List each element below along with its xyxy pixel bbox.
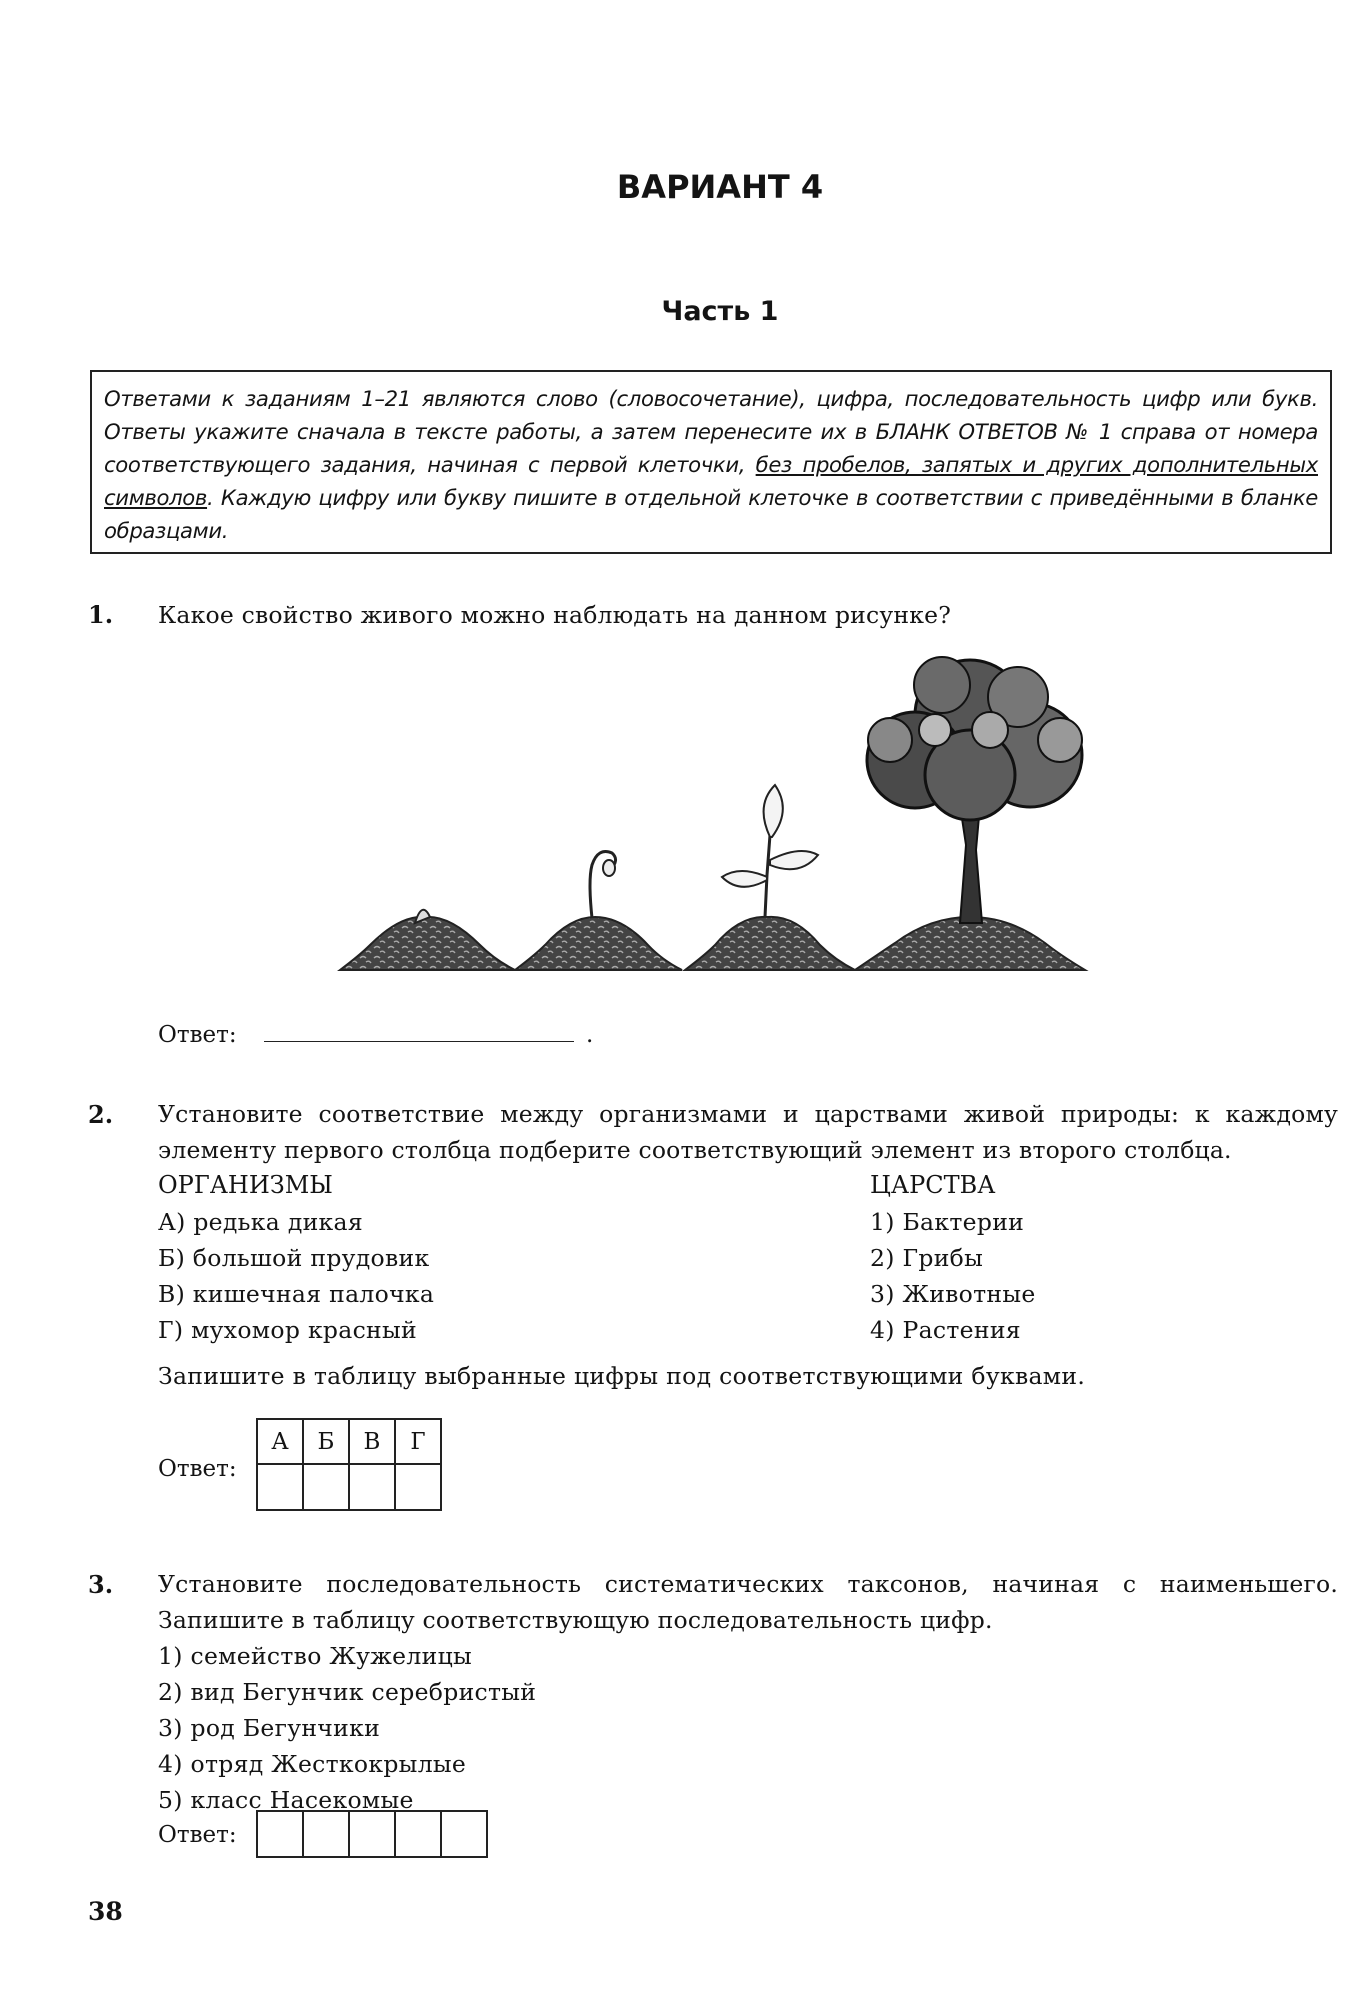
sprout-mound <box>515 852 682 971</box>
growth-stages-illustration <box>330 655 1090 985</box>
taxon-1: 1) семейство Жужелицы <box>158 1642 472 1670</box>
q3-text: Установите последовательность систематических таксонов, начиная с наименьшего. Запишите в таблицу соответствующую последовательность цифр. <box>158 1570 1338 1634</box>
q3-answer-cell-3[interactable] <box>349 1811 395 1857</box>
q3-answer-cell-5[interactable] <box>441 1811 487 1857</box>
q2-answer-cell-v[interactable] <box>349 1464 395 1510</box>
taxon-4: 4) отряд Жесткокрылые <box>158 1750 467 1778</box>
seedling-mound <box>685 785 855 970</box>
q2-answer-cell-g[interactable] <box>395 1464 441 1510</box>
organism-g: Г) мухомор красный <box>158 1316 417 1344</box>
kingdom-2: 2) Грибы <box>870 1244 984 1272</box>
instructions-text-end: . Каждую цифру или букву пишите в отдельной клеточке в соответствии с приведёнными в бланке образцами. <box>104 485 1318 543</box>
q3-answer-cell-4[interactable] <box>395 1811 441 1857</box>
taxon-3: 3) род Бегунчики <box>158 1714 381 1742</box>
q2-instruction: Запишите в таблицу выбранные цифры под соответствующими буквами. <box>158 1362 1086 1390</box>
taxon-2: 2) вид Бегунчик серебристый <box>158 1678 537 1706</box>
q2-answer-cell-a[interactable] <box>257 1464 303 1510</box>
q2-answer-label: Ответ: <box>158 1456 237 1482</box>
q1-number: 1. <box>88 600 114 629</box>
kingdom-1: 1) Бактерии <box>870 1208 1025 1236</box>
q2-col-g: Г <box>395 1419 441 1464</box>
instructions-text: Ответами к заданиям 1–21 являются слово (словосочетание), цифра, последовательность цифр или букв. Ответы укажите сначала в тексте работы, а затем перенесите их в БЛАНК ОТВЕТОВ № 1 справа от номера соответствующего задания, начиная с первой клеточки, <box>104 386 1318 477</box>
instructions-box <box>90 370 1332 554</box>
q2-table-answer-row <box>257 1464 441 1510</box>
q1-text: Какое свойство живого можно наблюдать на данном рисунке? <box>158 601 952 629</box>
kingdom-4: 4) Растения <box>870 1316 1021 1344</box>
q3-answer-cell-2[interactable] <box>303 1811 349 1857</box>
organism-a: А) редька дикая <box>158 1208 363 1236</box>
organisms-header: ОРГАНИЗМЫ <box>158 1171 333 1199</box>
part-title: Часть 1 <box>661 296 779 327</box>
q1-answer-label: Ответ: <box>158 1022 237 1048</box>
q3-number: 3. <box>88 1570 114 1599</box>
page-number: 38 <box>88 1897 123 1926</box>
variant-title: ВАРИАНТ 4 <box>616 168 824 206</box>
q2-number: 2. <box>88 1100 114 1129</box>
taxon-5: 5) класс Насекомые <box>158 1786 414 1814</box>
q2-answer-cell-b[interactable] <box>303 1464 349 1510</box>
q2-table-header-row <box>257 1419 441 1464</box>
organism-v: В) кишечная палочка <box>158 1280 435 1308</box>
q3-answer-table <box>256 1810 488 1858</box>
q1-answer-blank[interactable] <box>264 1041 574 1042</box>
seed-mound <box>340 910 515 970</box>
tree-mound <box>855 657 1085 970</box>
organism-b: Б) большой прудовик <box>158 1244 430 1272</box>
q3-answer-label: Ответ: <box>158 1822 237 1848</box>
kingdom-3: 3) Животные <box>870 1280 1036 1308</box>
q2-col-a: А <box>257 1419 303 1464</box>
instructions-underlined: без пробелов, запятых и других дополнительных символов <box>104 452 1318 510</box>
q2-col-v: В <box>349 1419 395 1464</box>
kingdoms-header: ЦАРСТВА <box>870 1171 996 1199</box>
q2-answer-table <box>256 1418 442 1511</box>
q1-answer-dot: . <box>586 1022 594 1048</box>
q2-col-b: Б <box>303 1419 349 1464</box>
q3-answer-row <box>257 1811 487 1857</box>
q3-answer-cell-1[interactable] <box>257 1811 303 1857</box>
q2-text: Установите соответствие между организмами и царствами живой природы: к каждому элементу первого столбца подберите соответствующий элемент из второго столбца. <box>158 1100 1338 1164</box>
